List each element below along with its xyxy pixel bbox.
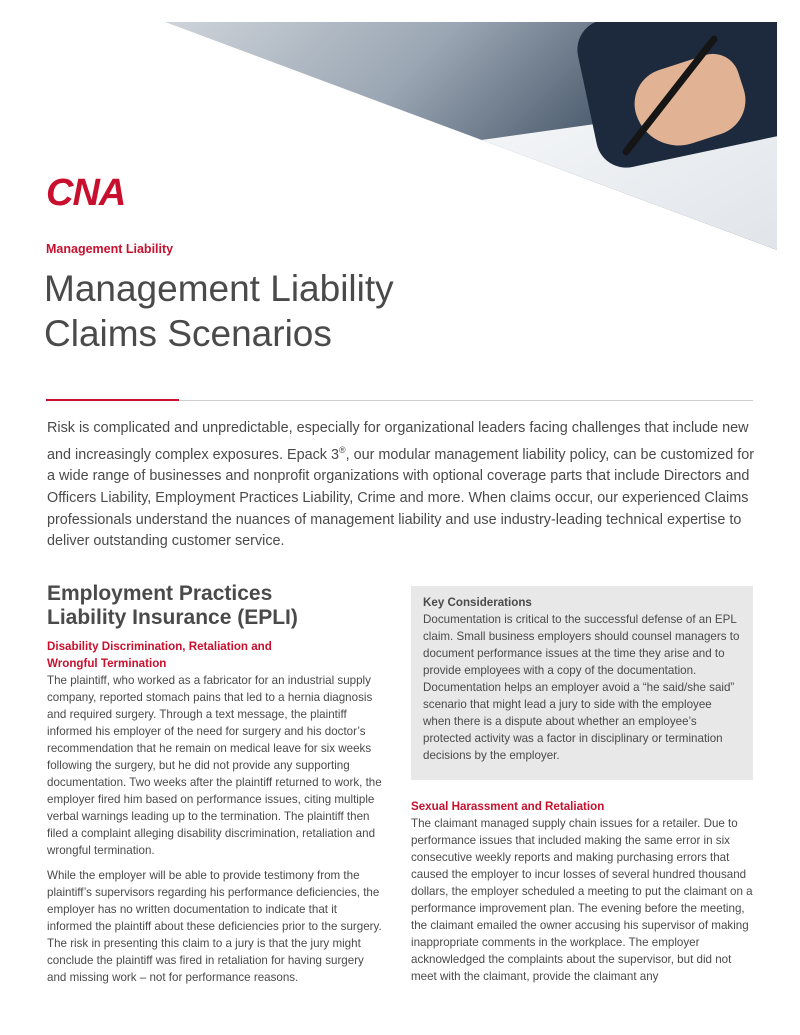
intro-paragraph [47,418,757,553]
epli-heading-line-1: Employment Practices [47,582,273,605]
case2-title: Sexual Harassment and Retaliation [411,800,605,813]
case1-title-line-2: Wrongful Termination [47,657,167,670]
intro-text-part-2: , our modular management liability policy, can be customized for a wide range of businesses and nonprofit organizations with optional coverage parts that include Directors and Officers Liability, Employment Practices Liability, Crime and more. When claims occur, our experienced Claims professionals understand the nuances of management liability and use industry-leading technical expertise to deliver outstanding customer service. [47,446,755,550]
key-considerations-text: Documentation is critical to the successful defense of an EPL claim. Small business employers should counsel managers to document performance issues at the time they arise and to provide employees with a copy of the documentation. Documentation helps an employer avoid a “he said/she said” scenario that might lead a jury to side with the employee when there is a dispute about whether an employee’s protected activity was a factor in disciplinary or termination decisions by the employer. [423,613,740,762]
registered-mark: ® [338,444,346,455]
key-considerations-title: Key Considerations [423,596,532,609]
case1-paragraph-1: The plaintiff, who worked as a fabricator for an industrial supply company, reported stomach pains that led to a hernia diagnosis and required surgery. Through a text message, the plaintiff informed his employer of the need for surgery and his doctor’s recommendation that he remain on medical leave for six weeks following the surgery, but he did not provide any supporting documentation. Two weeks after the plaintiff returned to work, the employer fired him based on performance issues, citing multiple verbal warnings leading up to the termination. The plaintiff then filed a complaint alleging disability discrimination, retaliation and wrongful termination. [47,674,382,857]
case1-title [47,638,382,672]
case1-title-line-1: Disability Discrimination, Retaliation and [47,640,272,653]
cna-logo: CNA [46,172,126,214]
page-title-line-2: Claims Scenarios [44,313,332,354]
epli-heading-line-2: Liability Insurance (EPLI) [47,606,298,629]
case2-paragraph: The claimant managed supply chain issues for a retailer. Due to performance issues that included making the same error in six consecutive weekly reports and making purchasing errors that caused the employer to incur losses of several hundred thousand dollars, the employer scheduled a meeting to put the claimant on a performance improvement plan. The evening before the meeting, the claimant emailed the owner accusing his supervisor of making inappropriate comments in the workplace. The employer acknowledged the complaints about the supervisor, but did not meet with the claimant, provide the claimant any [411,817,753,983]
intro-text-part-1: Risk is complicated and unpredictable, especially for organizational leaders facing challenges that include new and increasingly complex exposures. Epack 3 [47,420,749,463]
epli-heading [47,582,382,630]
case1-paragraph-2: While the employer will be able to provide testimony from the plaintiff’s supervisors regarding his performance deficiencies, the employer has no written documentation to indicate that it informed the plaintiff about these deficiencies prior to the surgery. The risk in presenting this claim to a jury is that the jury might conclude the plaintiff was fired in retaliation for having surgery and missing work – not for performance reasons. [47,869,382,984]
page-title [44,266,394,356]
hero-image [165,22,777,250]
page-title-line-1: Management Liability [44,268,394,309]
right-column [411,586,753,993]
title-divider-accent [46,399,179,401]
section-kicker: Management Liability [46,242,174,256]
key-considerations-box [411,586,753,780]
left-column [47,582,382,994]
title-divider [179,400,753,401]
